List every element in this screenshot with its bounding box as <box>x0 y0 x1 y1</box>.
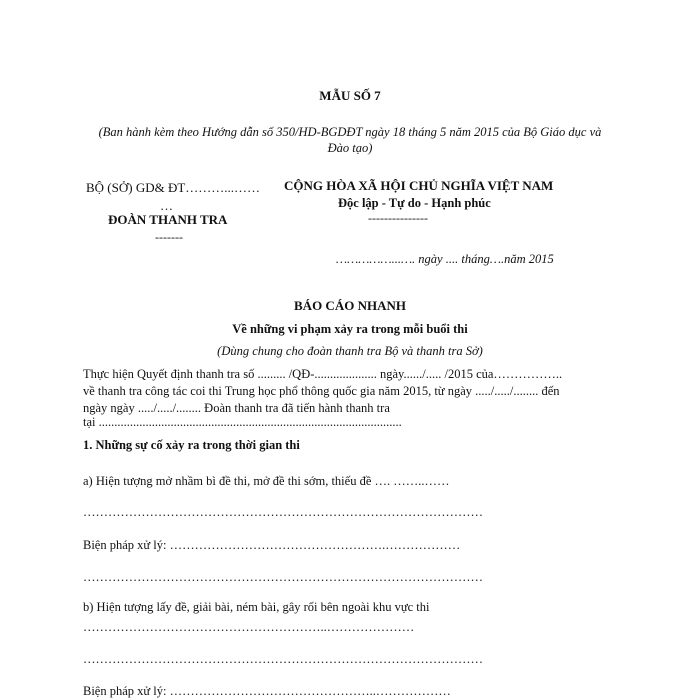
fill-in-line: …………………………………………………………………………………… <box>83 570 483 584</box>
report-title: BÁO CÁO NHANH <box>294 298 406 313</box>
motto-divider: --------------- <box>368 211 428 225</box>
form-number: MẪU SỐ 7 <box>319 88 381 103</box>
issuance-note: (Ban hành kèm theo Hướng dẫn số 350/HD-BGDĐT ngày 18 tháng 5 năm 2015 của Bộ Giáo dục và Đào tạo) <box>98 125 602 155</box>
agency-divider: ------- <box>155 230 183 244</box>
national-motto: Độc lập - Tự do - Hạnh phúc <box>338 196 491 210</box>
fill-in-line: …………………………………………………………………………………… <box>83 652 483 666</box>
fill-in-line: …………………………………………………………………………………… <box>83 505 483 519</box>
measure-a-text: Biện pháp xử lý: …………………………………………….……………… <box>83 538 461 552</box>
report-note: (Dùng chung cho đoàn thanh tra Bộ và thanh tra Sở) <box>217 344 483 358</box>
agency-name: BỘ (SỞ) GD& ĐT………...…… <box>86 180 261 195</box>
date-line: ……………...…. ngày .... tháng….năm 2015 <box>336 252 554 266</box>
item-b-text: b) Hiện tượng lấy đề, giải bài, ném bài, gây rối bên ngoài khu vực thi <box>83 600 430 614</box>
report-subtitle: Về những vi phạm xảy ra trong mỗi buổi thi <box>232 322 468 336</box>
inspection-team-label: ĐOÀN THANH TRA <box>108 212 228 227</box>
national-title: CỘNG HÒA XÃ HỘI CHỦ NGHĨA VIỆT NAM <box>284 178 554 193</box>
section-1-heading: 1. Những sự cố xảy ra trong thời gian thi <box>83 438 300 452</box>
agency-name-continuation: … <box>160 198 173 213</box>
measure-b-text: Biện pháp xử lý: …………………………………………..……………… <box>83 684 451 698</box>
fill-in-line: …………………………………………………..………………… <box>83 620 415 634</box>
intro-paragraph-line: về thanh tra công tác coi thi Trung học phổ thông quốc gia năm 2015, từ ngày ...../...../........ đến <box>83 384 560 398</box>
intro-paragraph-line: tại ................................................................................................. <box>83 415 402 429</box>
item-a-text: a) Hiện tượng mở nhầm bì đề thi, mở đề thi sớm, thiếu đề …. ……..…… <box>83 474 450 488</box>
intro-paragraph-line: ngày ngày ...../...../........ Đoàn thanh tra đã tiến hành thanh tra <box>83 401 390 415</box>
intro-paragraph-line: Thực hiện Quyết định thanh tra số ......... /QĐ-.................... ngày....../..... /2015 của…………….. <box>83 367 563 381</box>
